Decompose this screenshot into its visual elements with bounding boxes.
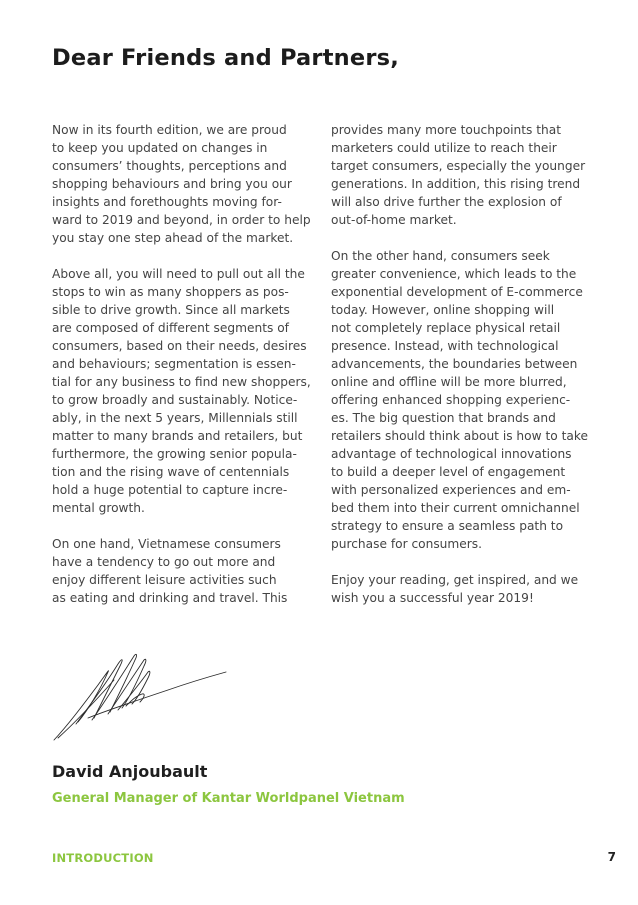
right-paragraph-3: Enjoy your reading, get inspired, and we wish you a successful year 2019!	[331, 573, 579, 605]
footer-section-label: INTRODUCTION	[52, 851, 154, 865]
right-column	[331, 121, 599, 625]
page-number: 7	[607, 850, 616, 864]
right-paragraph-1: provides many more touchpoints that marketers could utilize to reach their target consumers, especially the younger generations. In addition, this rising trend will also drive further the explosion of out-of-home market.	[331, 123, 586, 227]
left-paragraph-1: Now in its fourth edition, we are proud to keep you updated on changes in consumers’ thoughts, perceptions and shopping behaviours and bring you our insights and forethoughts moving for- ward to 2019 and beyond, in order to help you stay one step ahead of the market.	[52, 123, 311, 245]
left-paragraph-3: On one hand, Vietnamese consumers have a tendency to go out more and enjoy different leisure activities such as eating and drinking and travel. This	[52, 537, 288, 605]
signatory-name: David Anjoubault	[52, 762, 208, 781]
left-paragraph-2: Above all, you will need to pull out all the stops to win as many shoppers as pos- sible to drive growth. Since all markets are composed of different segments of consumers, based on their needs, desires and behaviours; segmentation is essen- tial for any business to find new shoppers, to grow broadly and sustainably. Notice- ably, in the next 5 years, Millennials still matter to many brands and retailers, but furthermore, the growing senior popula- tion and the rising wave of centennials hold a huge potential to capture incre- mental growth.	[52, 267, 311, 515]
handwritten-signature	[48, 650, 233, 750]
signatory-role: General Manager of Kantar Worldpanel Vietnam	[52, 791, 405, 806]
right-paragraph-2: On the other hand, consumers seek greater convenience, which leads to the exponential development of E-commerce today. However, online shopping will not completely replace physical retail presence. Instead, with technological advancements, the boundaries between online and offline will be more blurred, offering enhanced shopping experienc- es. The big question that brands and retailers should think about is how to take advantage of technological innovations to build a deeper level of engagement with personalized experiences and em- bed them into their current omnichannel strategy to ensure a seamless path to purchase for consumers.	[331, 249, 588, 551]
left-column	[52, 121, 322, 625]
page-title: Dear Friends and Partners,	[52, 45, 399, 71]
